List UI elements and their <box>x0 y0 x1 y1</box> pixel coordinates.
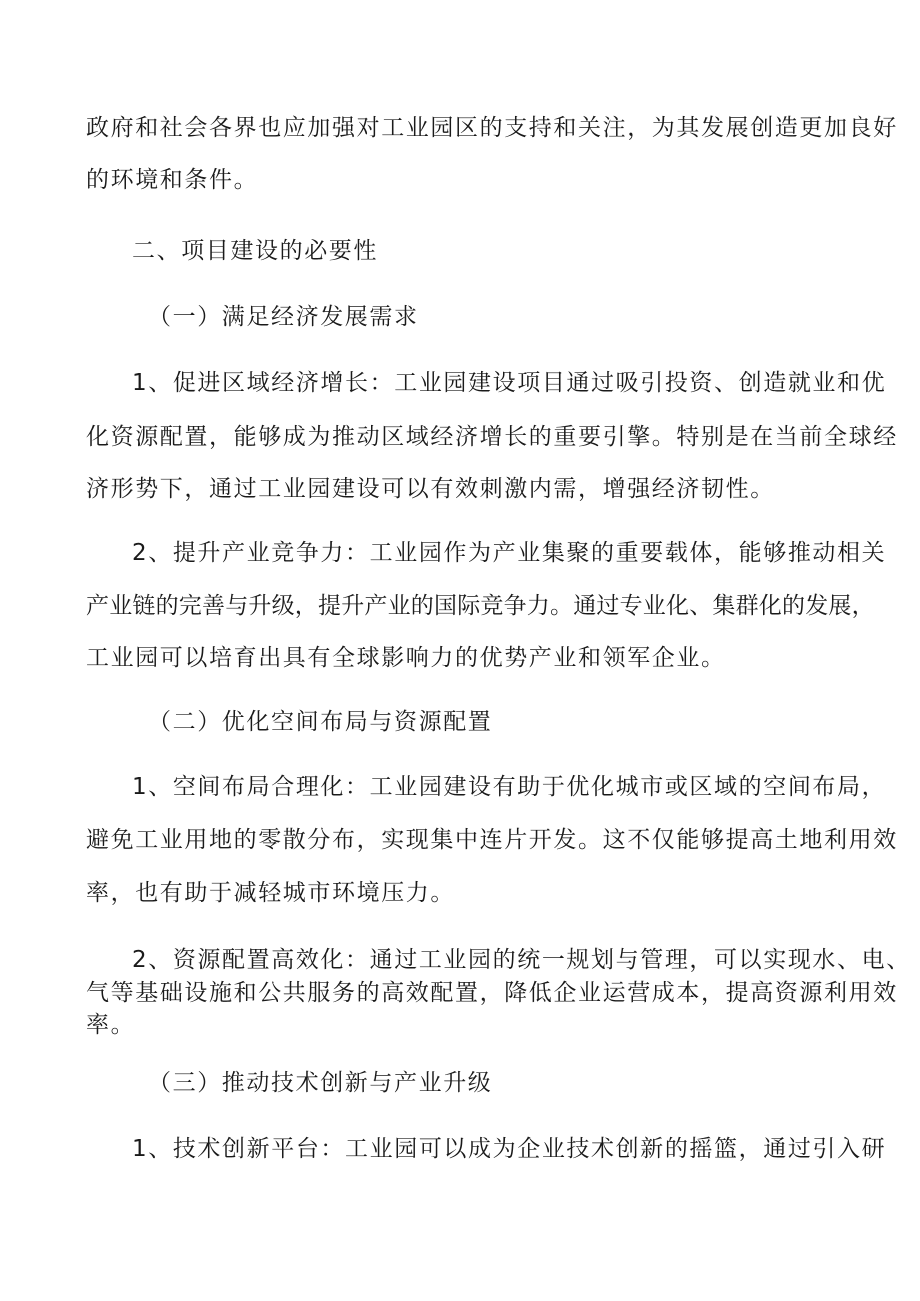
paragraph-line: 1、空间布局合理化：工业园建设有助于优化城市或区域的空间布局， <box>132 774 887 800</box>
section-heading: 二、项目建设的必要性 <box>132 238 378 264</box>
subsection-heading: （二）优化空间布局与资源配置 <box>148 709 493 735</box>
paragraph-line: 化资源配置，能够成为推动区域经济增长的重要引擎。特别是在当前全球经 <box>86 424 898 450</box>
paragraph-line: 的环境和条件。 <box>86 167 259 193</box>
paragraph-line: 2、资源配置高效化：通过工业园的统一规划与管理，可以实现水、电、 <box>132 947 911 973</box>
paragraph-line: 工业园可以培育出具有全球影响力的优势产业和领军企业。 <box>86 645 726 671</box>
paragraph-line: 率。 <box>86 1012 136 1038</box>
paragraph-line: 2、提升产业竞争力：工业园作为产业集聚的重要载体，能够推动相关 <box>132 540 887 566</box>
subsection-heading: （一）满足经济发展需求 <box>148 304 419 330</box>
paragraph-line: 率，也有助于减轻城市环境压力。 <box>86 880 455 906</box>
paragraph-line: 政府和社会各界也应加强对工业园区的支持和关注，为其发展创造更加良好 <box>86 115 898 141</box>
paragraph-line: 1、技术创新平台：工业园可以成为企业技术创新的摇篮，通过引入研 <box>132 1136 887 1162</box>
paragraph-line: 气等基础设施和公共服务的高效配置，降低企业运营成本，提高资源利用效 <box>86 980 898 1006</box>
subsection-heading: （三）推动技术创新与产业升级 <box>148 1070 493 1096</box>
paragraph-line: 1、促进区域经济增长：工业园建设项目通过吸引投资、创造就业和优 <box>132 370 887 396</box>
paragraph-line: 产业链的完善与升级，提升产业的国际竞争力。通过专业化、集群化的发展， <box>86 593 875 619</box>
paragraph-line: 济形势下，通过工业园建设可以有效刺激内需，增强经济韧性。 <box>86 476 775 502</box>
paragraph-line: 避免工业用地的零散分布，实现集中连片开发。这不仅能够提高土地利用效 <box>86 827 898 853</box>
